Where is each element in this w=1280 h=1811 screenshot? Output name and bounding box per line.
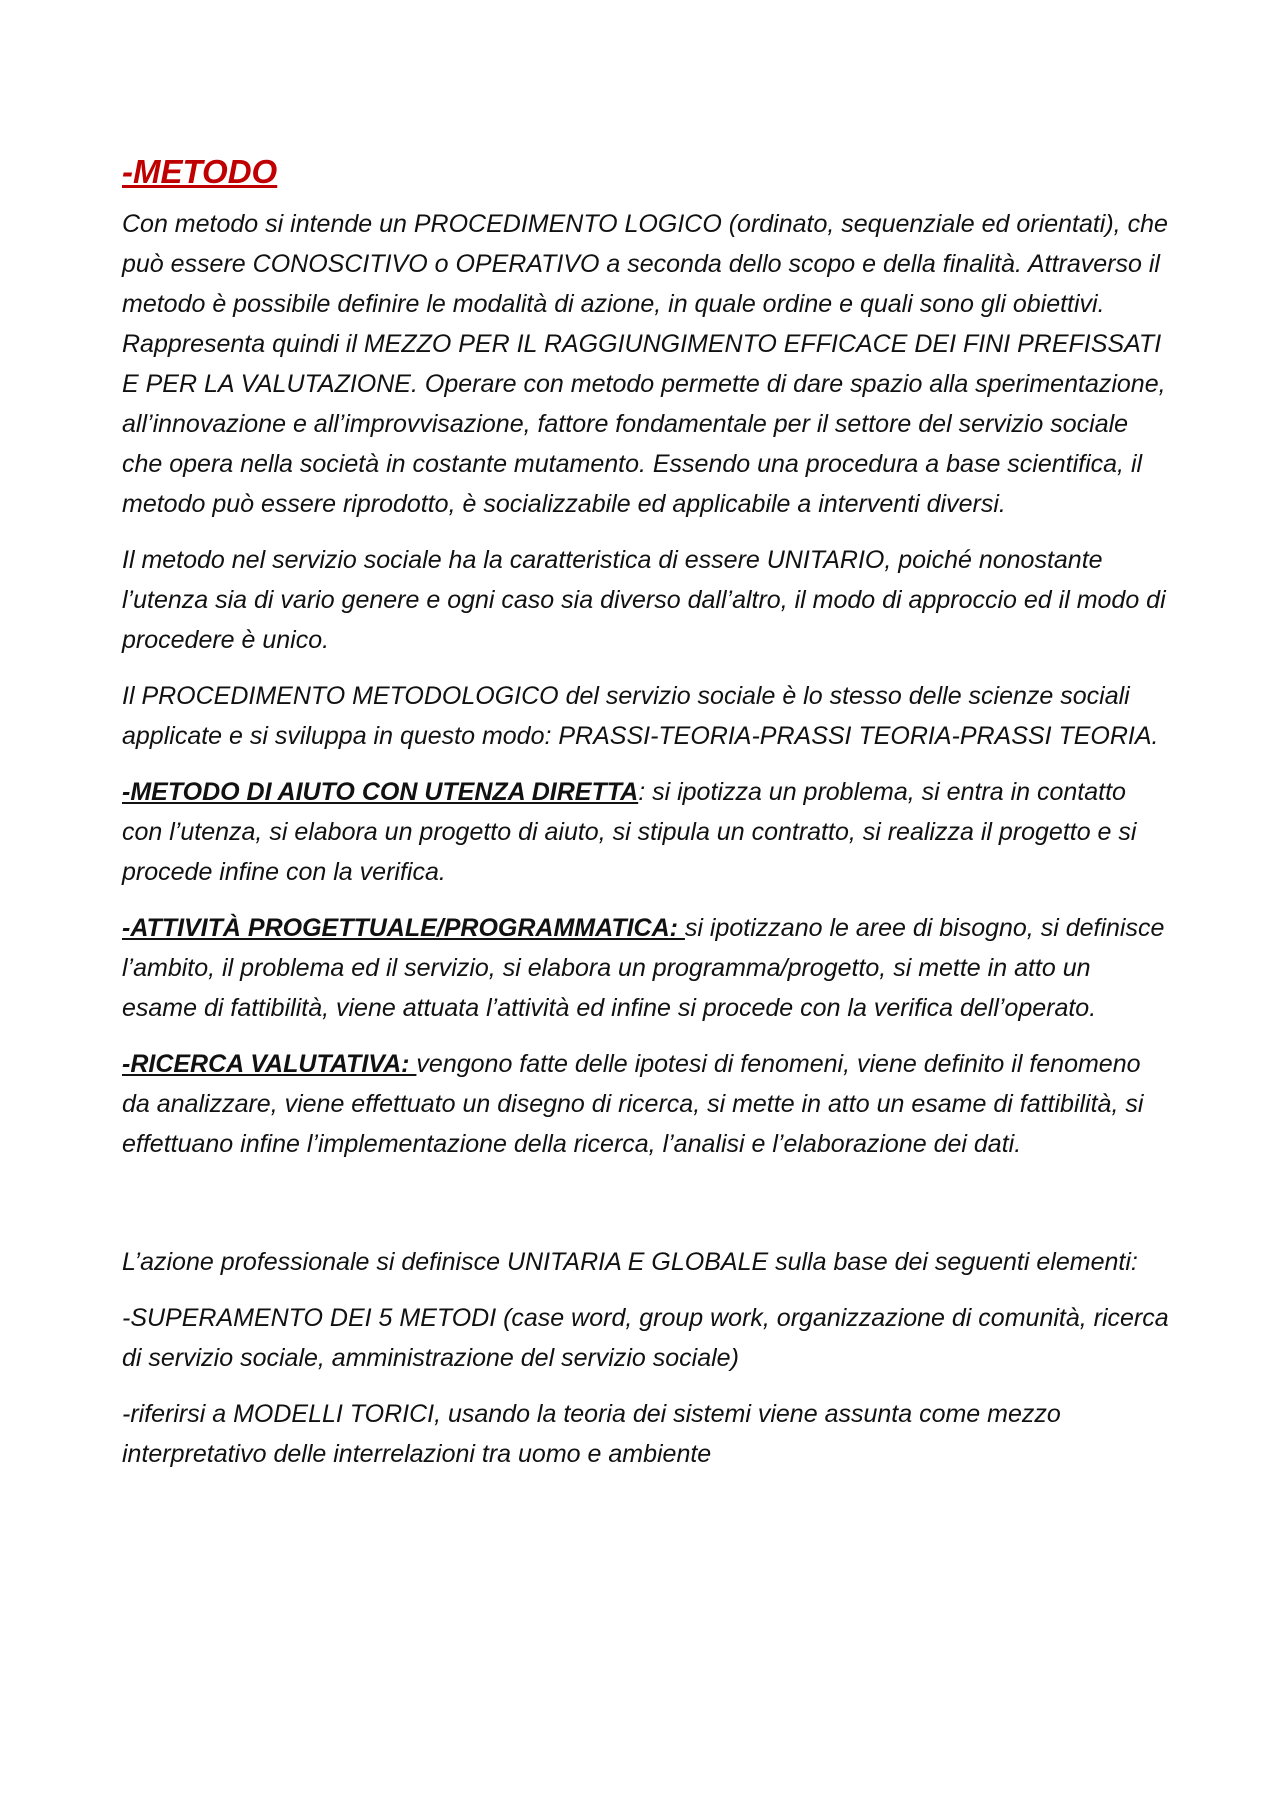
- text-attivita-progettuale: si ipotizzano le aree di bisogno, si definisce l’ambito, il problema ed il servizio, si elabora un programma/progetto, si mette in atto un esame di fattibilità, viene attuata l’attività ed infine si procede con la verifica dell’operato.: [122, 914, 1165, 1022]
- document-page: [122, 150, 1172, 1490]
- subheading-ricerca-valutativa: -RICERCA VALUTATIVA:: [122, 1050, 417, 1078]
- paragraph-modelli-teorici: -riferirsi a MODELLI TORICI, usando la teoria dei sistemi viene assunta come mezzo interpretativo delle interrelazioni tra uomo e ambiente: [122, 1400, 1061, 1468]
- paragraph-metodo-definition: Con metodo si intende un PROCEDIMENTO LOGICO (ordinato, sequenziale ed orientati), che può essere CONOSCITIVO o OPERATIVO a seconda dello scopo e della finalità. Attraverso il metodo è possibile definire le modalità di azione, in quale ordine e quali sono gli obiettivi. Rappresenta quindi il MEZZO PER IL RAGGIUNGIMENTO EFFICACE DEI FINI PREFISSATI E PER LA VALUTAZIONE. Operare con metodo permette di dare spazio alla sperimentazione, all’innovazione e all’improvvisazione, fattore fondamentale per il settore del servizio sociale che opera nella società in costante mutamento. Essendo una procedura a base scientifica, il metodo può essere riprodotto, è socializzabile ed applicabile a interventi diversi.: [122, 210, 1168, 518]
- paragraph-procedimento-metodologico: Il PROCEDIMENTO METODOLOGICO del servizio sociale è lo stesso delle scienze sociali applicate e si sviluppa in questo modo: PRASSI-TEORIA-PRASSI TEORIA-PRASSI TEORIA.: [122, 682, 1159, 750]
- paragraph-attivita-progettuale: [122, 908, 1172, 1028]
- text-metodo-aiuto: : si ipotizza un problema, si entra in contatto con l’utenza, si elabora un progetto di aiuto, si stipula un contratto, si realizza il progetto e si procede infine con la verifica.: [122, 778, 1137, 886]
- subheading-metodo-aiuto: -METODO DI AIUTO CON UTENZA DIRETTA: [122, 778, 639, 806]
- paragraph-ricerca-valutativa: [122, 1044, 1172, 1164]
- text-ricerca-valutativa: vengono fatte delle ipotesi di fenomeni, viene definito il fenomeno da analizzare, viene effettuato un disegno di ricerca, si mette in atto un esame di fattibilità, si effettuano infine l’implementazione della ricerca, l’analisi e l’elaborazione dei dati.: [122, 1050, 1144, 1158]
- paragraph-azione-professionale: L’azione professionale si definisce UNITARIA E GLOBALE sulla base dei seguenti elementi:: [122, 1248, 1138, 1276]
- subheading-attivita-progettuale: -ATTIVITÀ PROGETTUALE/PROGRAMMATICA:: [122, 914, 685, 942]
- paragraph-metodo-aiuto: [122, 772, 1172, 892]
- blank-line: [122, 1180, 1172, 1242]
- paragraph-superamento-metodi: -SUPERAMENTO DEI 5 METODI (case word, group work, organizzazione di comunità, ricerca di servizio sociale, amministrazione del servizio sociale): [122, 1304, 1169, 1372]
- section-title: -METODO: [122, 153, 278, 190]
- paragraph-metodo-unitario: Il metodo nel servizio sociale ha la caratteristica di essere UNITARIO, poiché nonostante l’utenza sia di vario genere e ogni caso sia diverso dall’altro, il modo di approccio ed il modo di procedere è unico.: [122, 546, 1166, 654]
